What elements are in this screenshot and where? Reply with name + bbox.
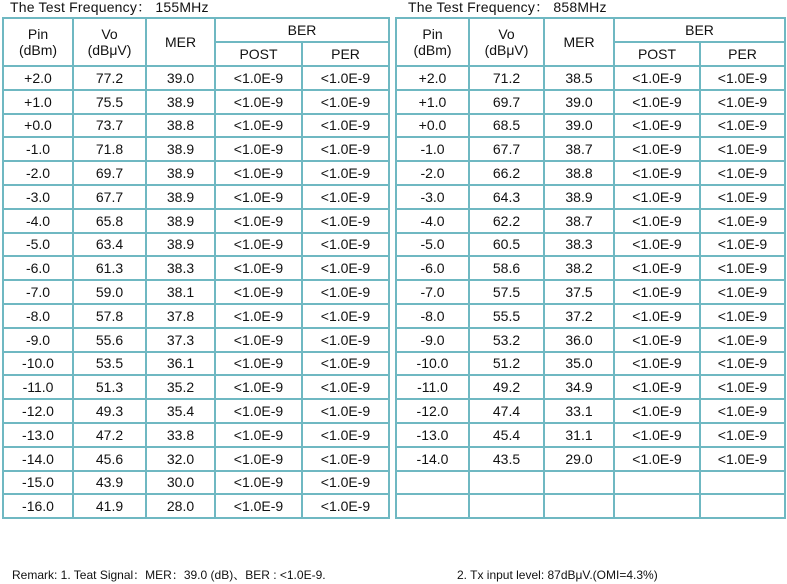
cell-mer: 38.7 — [544, 137, 614, 161]
cell-pin: -5.0 — [396, 233, 469, 257]
table-row — [3, 304, 389, 328]
cell-vo: 41.9 — [73, 494, 146, 518]
header-ber: BER — [215, 18, 389, 42]
header-ber: BER — [614, 18, 785, 42]
table-row — [3, 161, 389, 185]
cell-per: <1.0E-9 — [302, 137, 389, 161]
cell-per: <1.0E-9 — [700, 137, 785, 161]
cell-post — [614, 494, 700, 518]
cell-vo: 71.2 — [469, 66, 544, 90]
cell-post: <1.0E-9 — [215, 447, 302, 471]
cell-post: <1.0E-9 — [614, 280, 700, 304]
header-vo — [73, 18, 146, 66]
cell-post: <1.0E-9 — [215, 233, 302, 257]
cell-pin: -13.0 — [396, 423, 469, 447]
cell-vo: 60.5 — [469, 233, 544, 257]
header-per: PER — [302, 42, 389, 66]
cell-pin: +2.0 — [396, 66, 469, 90]
cell-pin: -3.0 — [396, 185, 469, 209]
cell-vo: 75.5 — [73, 90, 146, 114]
cell-pin: -11.0 — [3, 375, 73, 399]
table-row — [3, 185, 389, 209]
remark-signal: Remark: 1. Teat Signal：MER：39.0 (dB)、BER : <1.0E-9. — [12, 568, 326, 582]
cell-mer — [544, 471, 614, 495]
cell-mer: 38.9 — [146, 233, 215, 257]
cell-pin: -14.0 — [3, 447, 73, 471]
table-row — [396, 114, 785, 138]
cell-mer: 38.8 — [544, 161, 614, 185]
table-row — [3, 375, 389, 399]
table-row — [396, 494, 785, 518]
cell-mer: 39.0 — [544, 90, 614, 114]
table-row — [396, 280, 785, 304]
cell-post: <1.0E-9 — [215, 90, 302, 114]
cell-pin: -1.0 — [3, 137, 73, 161]
cell-mer: 38.3 — [146, 256, 215, 280]
header-vo — [469, 18, 544, 66]
cell-vo: 57.8 — [73, 304, 146, 328]
cell-vo: 53.2 — [469, 328, 544, 352]
table-row — [3, 494, 389, 518]
cell-mer: 38.9 — [146, 209, 215, 233]
cell-per: <1.0E-9 — [302, 90, 389, 114]
cell-pin: +0.0 — [3, 114, 73, 138]
cell-per: <1.0E-9 — [302, 352, 389, 376]
cell-vo: 65.8 — [73, 209, 146, 233]
table-row — [3, 90, 389, 114]
cell-post: <1.0E-9 — [614, 90, 700, 114]
cell-per: <1.0E-9 — [302, 447, 389, 471]
table-row — [3, 399, 389, 423]
cell-pin: -9.0 — [396, 328, 469, 352]
cell-pin: -7.0 — [3, 280, 73, 304]
cell-per: <1.0E-9 — [700, 66, 785, 90]
cell-post: <1.0E-9 — [614, 233, 700, 257]
cell-mer: 38.8 — [146, 114, 215, 138]
header-line: Vo — [498, 26, 515, 42]
cell-vo: 57.5 — [469, 280, 544, 304]
cell-post: <1.0E-9 — [614, 304, 700, 328]
table-row — [3, 66, 389, 90]
cell-pin: -11.0 — [396, 375, 469, 399]
table-row — [3, 471, 389, 495]
cell-post: <1.0E-9 — [215, 328, 302, 352]
cell-mer: 38.7 — [544, 209, 614, 233]
cell-per: <1.0E-9 — [700, 352, 785, 376]
cell-per: <1.0E-9 — [302, 375, 389, 399]
cell-vo: 62.2 — [469, 209, 544, 233]
cell-pin: -3.0 — [3, 185, 73, 209]
cell-mer: 37.8 — [146, 304, 215, 328]
cell-post: <1.0E-9 — [215, 256, 302, 280]
cell-mer: 38.5 — [544, 66, 614, 90]
cell-mer: 38.9 — [146, 137, 215, 161]
cell-vo: 43.5 — [469, 447, 544, 471]
cell-per: <1.0E-9 — [700, 447, 785, 471]
cell-vo: 55.5 — [469, 304, 544, 328]
cell-post: <1.0E-9 — [215, 375, 302, 399]
cell-per: <1.0E-9 — [302, 399, 389, 423]
header-pin — [3, 18, 73, 66]
cell-mer: 36.1 — [146, 352, 215, 376]
cell-pin: -7.0 — [396, 280, 469, 304]
header-mer: MER — [146, 18, 215, 66]
cell-post: <1.0E-9 — [215, 494, 302, 518]
table-row — [396, 256, 785, 280]
header-line: (dBμV) — [87, 42, 132, 58]
cell-pin: -1.0 — [396, 137, 469, 161]
cell-vo: 55.6 — [73, 328, 146, 352]
cell-pin: -8.0 — [396, 304, 469, 328]
header-line: Vo — [101, 26, 118, 42]
ber-table-155mhz — [2, 17, 390, 519]
cell-vo: 47.2 — [73, 423, 146, 447]
table-row — [3, 280, 389, 304]
cell-vo: 61.3 — [73, 256, 146, 280]
cell-per: <1.0E-9 — [700, 375, 785, 399]
cell-post: <1.0E-9 — [614, 423, 700, 447]
cell-post: <1.0E-9 — [215, 471, 302, 495]
cell-per: <1.0E-9 — [302, 209, 389, 233]
table-row — [3, 352, 389, 376]
cell-per: <1.0E-9 — [700, 399, 785, 423]
ber-table-858mhz — [395, 17, 786, 519]
cell-vo: 69.7 — [73, 161, 146, 185]
cell-mer: 35.0 — [544, 352, 614, 376]
cell-vo: 66.2 — [469, 161, 544, 185]
cell-mer: 39.0 — [146, 66, 215, 90]
cell-per: <1.0E-9 — [302, 161, 389, 185]
table-title-155mhz: The Test Frequency： 155MHz — [10, 0, 209, 15]
header-line: (dBm) — [413, 42, 452, 58]
table-row — [3, 256, 389, 280]
cell-pin: -9.0 — [3, 328, 73, 352]
table-title-858mhz: The Test Frequency： 858MHz — [408, 0, 607, 15]
cell-vo: 58.6 — [469, 256, 544, 280]
cell-post: <1.0E-9 — [614, 352, 700, 376]
cell-vo: 64.3 — [469, 185, 544, 209]
cell-mer: 37.3 — [146, 328, 215, 352]
table-row — [396, 352, 785, 376]
cell-post: <1.0E-9 — [614, 256, 700, 280]
cell-mer: 35.2 — [146, 375, 215, 399]
cell-post: <1.0E-9 — [614, 375, 700, 399]
cell-post: <1.0E-9 — [614, 185, 700, 209]
table-row — [396, 90, 785, 114]
cell-per: <1.0E-9 — [302, 256, 389, 280]
cell-pin — [396, 471, 469, 495]
cell-pin: -12.0 — [396, 399, 469, 423]
cell-vo: 71.8 — [73, 137, 146, 161]
table-row — [396, 233, 785, 257]
cell-pin: -16.0 — [3, 494, 73, 518]
cell-per: <1.0E-9 — [302, 304, 389, 328]
table-row — [396, 304, 785, 328]
cell-pin: -10.0 — [3, 352, 73, 376]
table-row — [396, 328, 785, 352]
cell-per: <1.0E-9 — [302, 494, 389, 518]
cell-post: <1.0E-9 — [614, 137, 700, 161]
cell-pin: -4.0 — [3, 209, 73, 233]
cell-per: <1.0E-9 — [700, 233, 785, 257]
cell-per — [700, 471, 785, 495]
cell-per: <1.0E-9 — [700, 280, 785, 304]
cell-post: <1.0E-9 — [215, 209, 302, 233]
cell-pin: -4.0 — [396, 209, 469, 233]
cell-mer: 35.4 — [146, 399, 215, 423]
cell-mer — [544, 494, 614, 518]
cell-post: <1.0E-9 — [215, 423, 302, 447]
cell-per: <1.0E-9 — [302, 66, 389, 90]
cell-per: <1.0E-9 — [302, 114, 389, 138]
cell-post: <1.0E-9 — [215, 280, 302, 304]
cell-vo: 59.0 — [73, 280, 146, 304]
cell-mer: 28.0 — [146, 494, 215, 518]
cell-pin: -6.0 — [3, 256, 73, 280]
header-line: (dBm) — [18, 42, 58, 58]
header-mer: MER — [544, 18, 614, 66]
cell-per: <1.0E-9 — [302, 328, 389, 352]
cell-pin: -15.0 — [3, 471, 73, 495]
cell-pin: -5.0 — [3, 233, 73, 257]
cell-vo: 63.4 — [73, 233, 146, 257]
cell-vo: 43.9 — [73, 471, 146, 495]
table-row — [3, 447, 389, 471]
cell-post: <1.0E-9 — [614, 114, 700, 138]
cell-per: <1.0E-9 — [700, 328, 785, 352]
header-line: (dBμV) — [484, 42, 529, 58]
cell-post: <1.0E-9 — [614, 399, 700, 423]
cell-vo: 49.2 — [469, 375, 544, 399]
cell-post: <1.0E-9 — [215, 352, 302, 376]
cell-per — [700, 494, 785, 518]
remark-tx-level: 2. Tx input level: 87dBμV.(OMI=4.3%) — [457, 568, 658, 582]
cell-pin: -13.0 — [3, 423, 73, 447]
cell-post: <1.0E-9 — [614, 209, 700, 233]
cell-post: <1.0E-9 — [614, 161, 700, 185]
cell-vo — [469, 471, 544, 495]
cell-mer: 34.9 — [544, 375, 614, 399]
cell-per: <1.0E-9 — [700, 185, 785, 209]
cell-pin: +1.0 — [396, 90, 469, 114]
cell-mer: 33.1 — [544, 399, 614, 423]
cell-per: <1.0E-9 — [700, 423, 785, 447]
cell-mer: 38.9 — [146, 161, 215, 185]
table-row — [396, 399, 785, 423]
cell-vo: 49.3 — [73, 399, 146, 423]
cell-per: <1.0E-9 — [302, 185, 389, 209]
cell-vo: 45.6 — [73, 447, 146, 471]
cell-mer: 38.9 — [544, 185, 614, 209]
cell-vo — [469, 494, 544, 518]
cell-per: <1.0E-9 — [302, 280, 389, 304]
table-row — [396, 471, 785, 495]
cell-mer: 33.8 — [146, 423, 215, 447]
cell-post: <1.0E-9 — [215, 185, 302, 209]
cell-mer: 39.0 — [544, 114, 614, 138]
cell-mer: 38.3 — [544, 233, 614, 257]
table-row — [3, 137, 389, 161]
cell-per: <1.0E-9 — [700, 209, 785, 233]
cell-per: <1.0E-9 — [700, 90, 785, 114]
cell-post: <1.0E-9 — [614, 66, 700, 90]
table-row — [3, 209, 389, 233]
header-line: Pin — [27, 26, 49, 42]
cell-mer: 38.9 — [146, 90, 215, 114]
cell-vo: 47.4 — [469, 399, 544, 423]
cell-per: <1.0E-9 — [302, 471, 389, 495]
cell-post: <1.0E-9 — [614, 328, 700, 352]
cell-vo: 73.7 — [73, 114, 146, 138]
cell-mer: 38.9 — [146, 185, 215, 209]
cell-mer: 31.1 — [544, 423, 614, 447]
cell-post: <1.0E-9 — [215, 399, 302, 423]
header-post: POST — [215, 42, 302, 66]
cell-pin: -2.0 — [396, 161, 469, 185]
table-row — [396, 66, 785, 90]
table-row — [3, 233, 389, 257]
cell-mer: 36.0 — [544, 328, 614, 352]
cell-pin: +0.0 — [396, 114, 469, 138]
cell-mer: 30.0 — [146, 471, 215, 495]
cell-vo: 69.7 — [469, 90, 544, 114]
cell-per: <1.0E-9 — [302, 423, 389, 447]
table-row — [396, 447, 785, 471]
cell-post: <1.0E-9 — [215, 114, 302, 138]
table-row — [3, 114, 389, 138]
cell-mer: 38.1 — [146, 280, 215, 304]
cell-post: <1.0E-9 — [614, 447, 700, 471]
cell-post: <1.0E-9 — [215, 66, 302, 90]
cell-mer: 37.5 — [544, 280, 614, 304]
cell-vo: 51.3 — [73, 375, 146, 399]
table-row — [3, 423, 389, 447]
table-row — [396, 209, 785, 233]
cell-pin: -12.0 — [3, 399, 73, 423]
cell-vo: 68.5 — [469, 114, 544, 138]
cell-vo: 53.5 — [73, 352, 146, 376]
cell-pin — [396, 494, 469, 518]
cell-mer: 38.2 — [544, 256, 614, 280]
cell-vo: 51.2 — [469, 352, 544, 376]
cell-vo: 67.7 — [73, 185, 146, 209]
cell-pin: -6.0 — [396, 256, 469, 280]
cell-per: <1.0E-9 — [302, 233, 389, 257]
cell-pin: -2.0 — [3, 161, 73, 185]
cell-mer: 37.2 — [544, 304, 614, 328]
cell-pin: -14.0 — [396, 447, 469, 471]
cell-vo: 67.7 — [469, 137, 544, 161]
table-row — [396, 137, 785, 161]
cell-post: <1.0E-9 — [215, 137, 302, 161]
cell-pin: -8.0 — [3, 304, 73, 328]
cell-post — [614, 471, 700, 495]
cell-pin: +2.0 — [3, 66, 73, 90]
cell-post: <1.0E-9 — [215, 161, 302, 185]
cell-vo: 77.2 — [73, 66, 146, 90]
table-row — [396, 375, 785, 399]
table-row — [396, 185, 785, 209]
header-per: PER — [700, 42, 785, 66]
table-row — [3, 328, 389, 352]
cell-vo: 45.4 — [469, 423, 544, 447]
table-row — [396, 423, 785, 447]
header-post: POST — [614, 42, 700, 66]
header-line: Pin — [422, 26, 443, 42]
cell-per: <1.0E-9 — [700, 114, 785, 138]
cell-mer: 32.0 — [146, 447, 215, 471]
cell-per: <1.0E-9 — [700, 161, 785, 185]
cell-post: <1.0E-9 — [215, 304, 302, 328]
cell-per: <1.0E-9 — [700, 304, 785, 328]
cell-per: <1.0E-9 — [700, 256, 785, 280]
table-row — [396, 161, 785, 185]
cell-pin: -10.0 — [396, 352, 469, 376]
cell-mer: 29.0 — [544, 447, 614, 471]
cell-pin: +1.0 — [3, 90, 73, 114]
header-pin — [396, 18, 469, 66]
